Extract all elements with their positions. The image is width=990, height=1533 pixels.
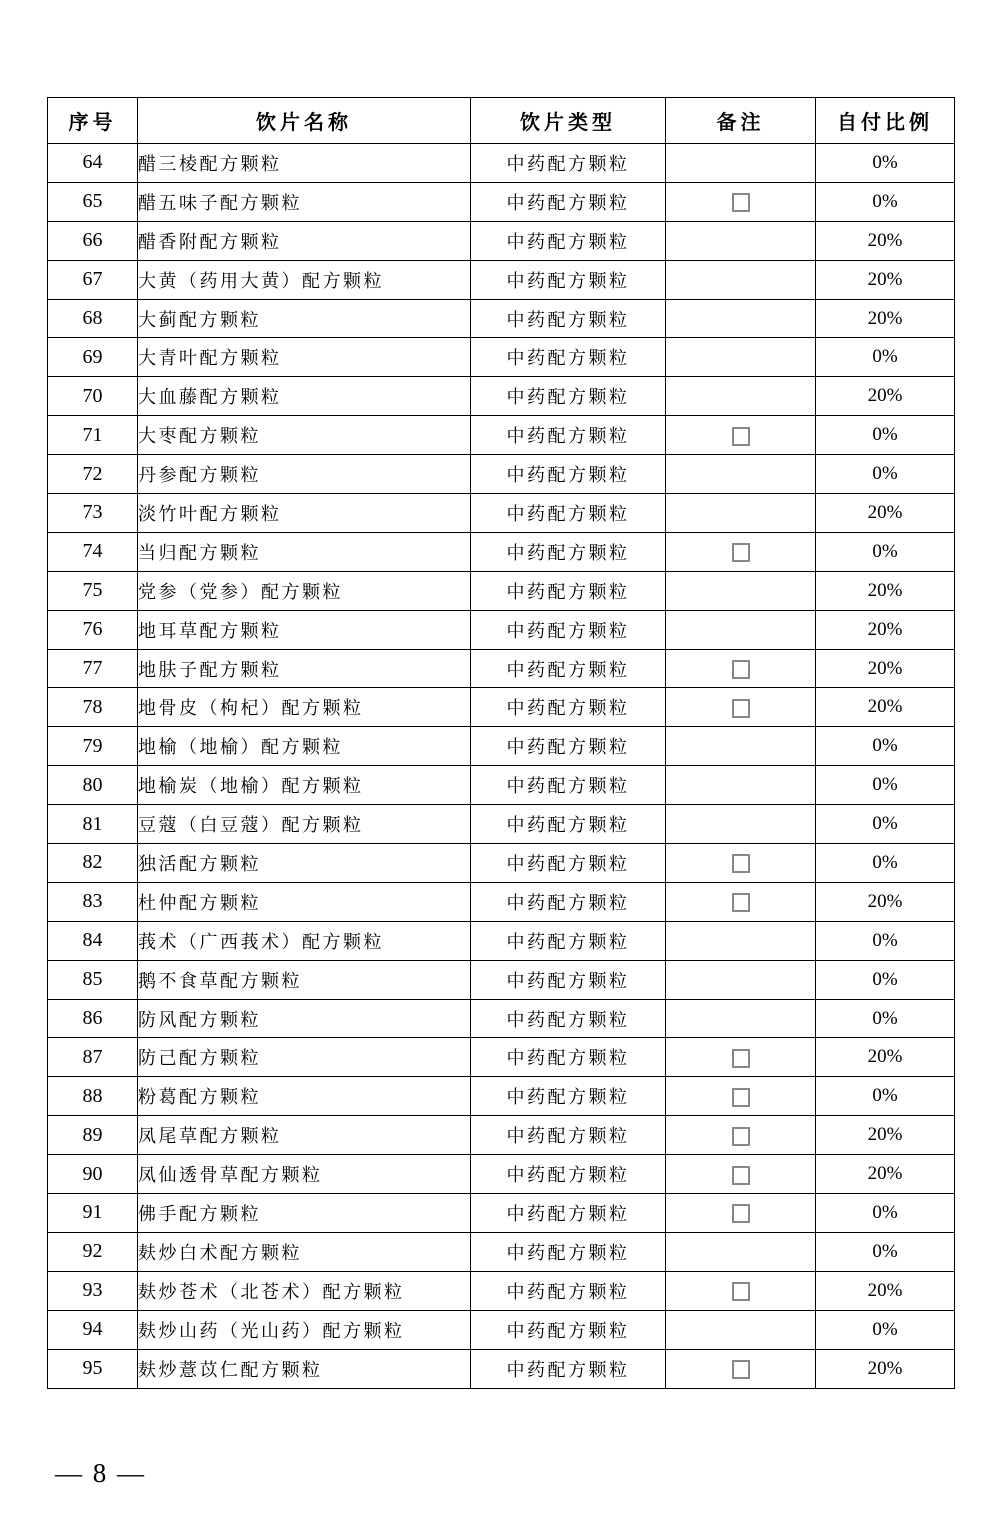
medicine-name: 大蓟配方颗粒 [138, 299, 471, 338]
selfpay-ratio: 0% [816, 766, 955, 805]
row-number: 77 [48, 649, 138, 688]
medicine-type: 中药配方颗粒 [471, 844, 666, 883]
remark-checkbox [732, 1204, 750, 1223]
row-number: 71 [48, 416, 138, 455]
selfpay-ratio: 20% [816, 260, 955, 299]
table-row [48, 1077, 955, 1116]
row-number: 93 [48, 1271, 138, 1310]
medicine-type: 中药配方颗粒 [471, 727, 666, 766]
row-number: 78 [48, 688, 138, 727]
row-number: 82 [48, 844, 138, 883]
selfpay-ratio: 0% [816, 1194, 955, 1233]
medicine-name: 防己配方颗粒 [138, 1038, 471, 1077]
medicine-name: 凤仙透骨草配方颗粒 [138, 1155, 471, 1194]
table-row [48, 1038, 955, 1077]
remark-checkbox [732, 427, 750, 446]
table-row [48, 766, 955, 805]
selfpay-ratio: 0% [816, 960, 955, 999]
selfpay-ratio: 0% [816, 1310, 955, 1349]
medicine-type: 中药配方颗粒 [471, 921, 666, 960]
header-type: 饮片类型 [471, 98, 666, 144]
selfpay-ratio: 20% [816, 1038, 955, 1077]
selfpay-ratio: 20% [816, 377, 955, 416]
medicine-type: 中药配方颗粒 [471, 610, 666, 649]
medicine-type: 中药配方颗粒 [471, 1038, 666, 1077]
medicine-type: 中药配方颗粒 [471, 960, 666, 999]
medicine-name: 粉葛配方颗粒 [138, 1077, 471, 1116]
remark-cell [666, 805, 816, 844]
row-number: 94 [48, 1310, 138, 1349]
medicine-name: 麸炒薏苡仁配方颗粒 [138, 1349, 471, 1388]
medicine-name: 莪术（广西莪术）配方颗粒 [138, 921, 471, 960]
remark-cell [666, 455, 816, 494]
medicine-type: 中药配方颗粒 [471, 260, 666, 299]
table-row [48, 1194, 955, 1233]
row-number: 81 [48, 805, 138, 844]
table-row [48, 571, 955, 610]
table-header-row [48, 98, 955, 144]
medicine-name: 党参（党参）配方颗粒 [138, 571, 471, 610]
row-number: 86 [48, 999, 138, 1038]
remark-checkbox [732, 1088, 750, 1107]
selfpay-ratio: 20% [816, 299, 955, 338]
medicine-type: 中药配方颗粒 [471, 377, 666, 416]
medicine-type: 中药配方颗粒 [471, 221, 666, 260]
remark-cell [666, 1349, 816, 1388]
remark-checkbox [732, 660, 750, 679]
selfpay-ratio: 0% [816, 1077, 955, 1116]
remark-cell [666, 1116, 816, 1155]
medicine-name: 大青叶配方颗粒 [138, 338, 471, 377]
remark-cell [666, 649, 816, 688]
medicine-name: 当归配方颗粒 [138, 532, 471, 571]
medicine-type: 中药配方颗粒 [471, 299, 666, 338]
remark-cell [666, 844, 816, 883]
remark-cell [666, 1155, 816, 1194]
remark-cell [666, 1310, 816, 1349]
selfpay-ratio: 0% [816, 921, 955, 960]
medicine-name: 防风配方颗粒 [138, 999, 471, 1038]
table-row [48, 260, 955, 299]
table-row [48, 960, 955, 999]
medicine-type: 中药配方颗粒 [471, 1310, 666, 1349]
table-row [48, 882, 955, 921]
table-row [48, 688, 955, 727]
row-number: 73 [48, 494, 138, 533]
table-row [48, 182, 955, 221]
table-row [48, 338, 955, 377]
table-row [48, 1310, 955, 1349]
remark-checkbox [732, 1127, 750, 1146]
remark-cell [666, 1038, 816, 1077]
selfpay-ratio: 20% [816, 1349, 955, 1388]
table-row [48, 494, 955, 533]
medicine-type: 中药配方颗粒 [471, 1116, 666, 1155]
selfpay-ratio: 0% [816, 727, 955, 766]
row-number: 65 [48, 182, 138, 221]
remark-cell [666, 999, 816, 1038]
medicine-name: 地骨皮（枸杞）配方颗粒 [138, 688, 471, 727]
selfpay-ratio: 20% [816, 1116, 955, 1155]
selfpay-ratio: 20% [816, 571, 955, 610]
medicine-name: 地榆（地榆）配方颗粒 [138, 727, 471, 766]
header-name: 饮片名称 [138, 98, 471, 144]
remark-cell [666, 494, 816, 533]
table-row [48, 1232, 955, 1271]
medicine-type: 中药配方颗粒 [471, 144, 666, 183]
selfpay-ratio: 0% [816, 844, 955, 883]
medicine-name: 豆蔻（白豆蔻）配方颗粒 [138, 805, 471, 844]
selfpay-ratio: 20% [816, 221, 955, 260]
remark-checkbox [732, 699, 750, 718]
medicine-name: 地榆炭（地榆）配方颗粒 [138, 766, 471, 805]
row-number: 76 [48, 610, 138, 649]
remark-checkbox [732, 1360, 750, 1379]
selfpay-ratio: 20% [816, 610, 955, 649]
row-number: 95 [48, 1349, 138, 1388]
medicine-type: 中药配方颗粒 [471, 532, 666, 571]
remark-cell [666, 299, 816, 338]
remark-cell [666, 1232, 816, 1271]
remark-checkbox [732, 854, 750, 873]
row-number: 75 [48, 571, 138, 610]
medicine-type: 中药配方颗粒 [471, 494, 666, 533]
remark-cell [666, 610, 816, 649]
header-remark: 备注 [666, 98, 816, 144]
medicine-type: 中药配方颗粒 [471, 338, 666, 377]
remark-cell [666, 416, 816, 455]
remark-cell [666, 377, 816, 416]
table-row [48, 532, 955, 571]
selfpay-ratio: 0% [816, 182, 955, 221]
table-row [48, 1116, 955, 1155]
remark-checkbox [732, 193, 750, 212]
row-number: 68 [48, 299, 138, 338]
remark-cell [666, 1077, 816, 1116]
row-number: 85 [48, 960, 138, 999]
selfpay-ratio: 20% [816, 882, 955, 921]
remark-cell [666, 338, 816, 377]
table-row [48, 921, 955, 960]
row-number: 79 [48, 727, 138, 766]
medicine-type: 中药配方颗粒 [471, 1271, 666, 1310]
remark-cell [666, 921, 816, 960]
medicine-type: 中药配方颗粒 [471, 882, 666, 921]
remark-cell [666, 1271, 816, 1310]
selfpay-ratio: 0% [816, 1232, 955, 1271]
selfpay-ratio: 20% [816, 494, 955, 533]
remark-checkbox [732, 1166, 750, 1185]
remark-cell [666, 221, 816, 260]
table-row [48, 649, 955, 688]
selfpay-ratio: 0% [816, 416, 955, 455]
remark-checkbox [732, 543, 750, 562]
remark-cell [666, 571, 816, 610]
remark-checkbox [732, 893, 750, 912]
row-number: 89 [48, 1116, 138, 1155]
selfpay-ratio: 20% [816, 1271, 955, 1310]
header-ratio: 自付比例 [816, 98, 955, 144]
remark-cell [666, 1194, 816, 1233]
table-row [48, 221, 955, 260]
row-number: 74 [48, 532, 138, 571]
table-row [48, 727, 955, 766]
medicine-type: 中药配方颗粒 [471, 1194, 666, 1233]
selfpay-ratio: 20% [816, 1155, 955, 1194]
table-row [48, 416, 955, 455]
medicine-name: 凤尾草配方颗粒 [138, 1116, 471, 1155]
medicine-name: 鹅不食草配方颗粒 [138, 960, 471, 999]
medicine-type: 中药配方颗粒 [471, 805, 666, 844]
row-number: 66 [48, 221, 138, 260]
medicine-name: 地耳草配方颗粒 [138, 610, 471, 649]
row-number: 64 [48, 144, 138, 183]
medicine-name: 大枣配方颗粒 [138, 416, 471, 455]
medicine-type: 中药配方颗粒 [471, 571, 666, 610]
medicine-type: 中药配方颗粒 [471, 416, 666, 455]
remark-cell [666, 182, 816, 221]
selfpay-ratio: 0% [816, 455, 955, 494]
table-row [48, 844, 955, 883]
remark-checkbox [732, 1049, 750, 1068]
selfpay-ratio: 0% [816, 999, 955, 1038]
medicine-type: 中药配方颗粒 [471, 1232, 666, 1271]
table-row [48, 144, 955, 183]
row-number: 87 [48, 1038, 138, 1077]
remark-cell [666, 260, 816, 299]
medicine-type: 中药配方颗粒 [471, 455, 666, 494]
medicine-name: 麸炒苍术（北苍术）配方颗粒 [138, 1271, 471, 1310]
selfpay-ratio: 20% [816, 649, 955, 688]
remark-cell [666, 882, 816, 921]
medicine-name: 醋三棱配方颗粒 [138, 144, 471, 183]
medicine-name: 独活配方颗粒 [138, 844, 471, 883]
remark-cell [666, 766, 816, 805]
remark-cell [666, 688, 816, 727]
selfpay-ratio: 0% [816, 338, 955, 377]
medicine-table [47, 97, 955, 1389]
medicine-name: 杜仲配方颗粒 [138, 882, 471, 921]
table-row [48, 610, 955, 649]
row-number: 70 [48, 377, 138, 416]
medicine-type: 中药配方颗粒 [471, 1155, 666, 1194]
row-number: 84 [48, 921, 138, 960]
table-row [48, 1155, 955, 1194]
selfpay-ratio: 0% [816, 532, 955, 571]
remark-cell [666, 960, 816, 999]
table-row [48, 999, 955, 1038]
selfpay-ratio: 20% [816, 688, 955, 727]
medicine-name: 淡竹叶配方颗粒 [138, 494, 471, 533]
table-row [48, 1349, 955, 1388]
medicine-type: 中药配方颗粒 [471, 182, 666, 221]
medicine-type: 中药配方颗粒 [471, 1077, 666, 1116]
medicine-name: 地肤子配方颗粒 [138, 649, 471, 688]
row-number: 69 [48, 338, 138, 377]
medicine-name: 麸炒山药（光山药）配方颗粒 [138, 1310, 471, 1349]
medicine-type: 中药配方颗粒 [471, 688, 666, 727]
medicine-type: 中药配方颗粒 [471, 766, 666, 805]
table-row [48, 455, 955, 494]
table-row [48, 377, 955, 416]
row-number: 92 [48, 1232, 138, 1271]
medicine-name: 大血藤配方颗粒 [138, 377, 471, 416]
row-number: 72 [48, 455, 138, 494]
selfpay-ratio: 0% [816, 144, 955, 183]
remark-cell [666, 532, 816, 571]
medicine-name: 佛手配方颗粒 [138, 1194, 471, 1233]
medicine-table-container [47, 97, 954, 1389]
medicine-type: 中药配方颗粒 [471, 999, 666, 1038]
medicine-name: 醋香附配方颗粒 [138, 221, 471, 260]
row-number: 91 [48, 1194, 138, 1233]
remark-cell [666, 144, 816, 183]
table-row [48, 805, 955, 844]
row-number: 67 [48, 260, 138, 299]
row-number: 90 [48, 1155, 138, 1194]
medicine-name: 麸炒白术配方颗粒 [138, 1232, 471, 1271]
header-no: 序号 [48, 98, 138, 144]
row-number: 83 [48, 882, 138, 921]
remark-cell [666, 727, 816, 766]
medicine-type: 中药配方颗粒 [471, 649, 666, 688]
remark-checkbox [732, 1282, 750, 1301]
row-number: 80 [48, 766, 138, 805]
table-row [48, 299, 955, 338]
medicine-name: 丹参配方颗粒 [138, 455, 471, 494]
row-number: 88 [48, 1077, 138, 1116]
table-row [48, 1271, 955, 1310]
page-number: — 8 — [55, 1458, 146, 1488]
medicine-name: 大黄（药用大黄）配方颗粒 [138, 260, 471, 299]
selfpay-ratio: 0% [816, 805, 955, 844]
medicine-name: 醋五味子配方颗粒 [138, 182, 471, 221]
medicine-type: 中药配方颗粒 [471, 1349, 666, 1388]
